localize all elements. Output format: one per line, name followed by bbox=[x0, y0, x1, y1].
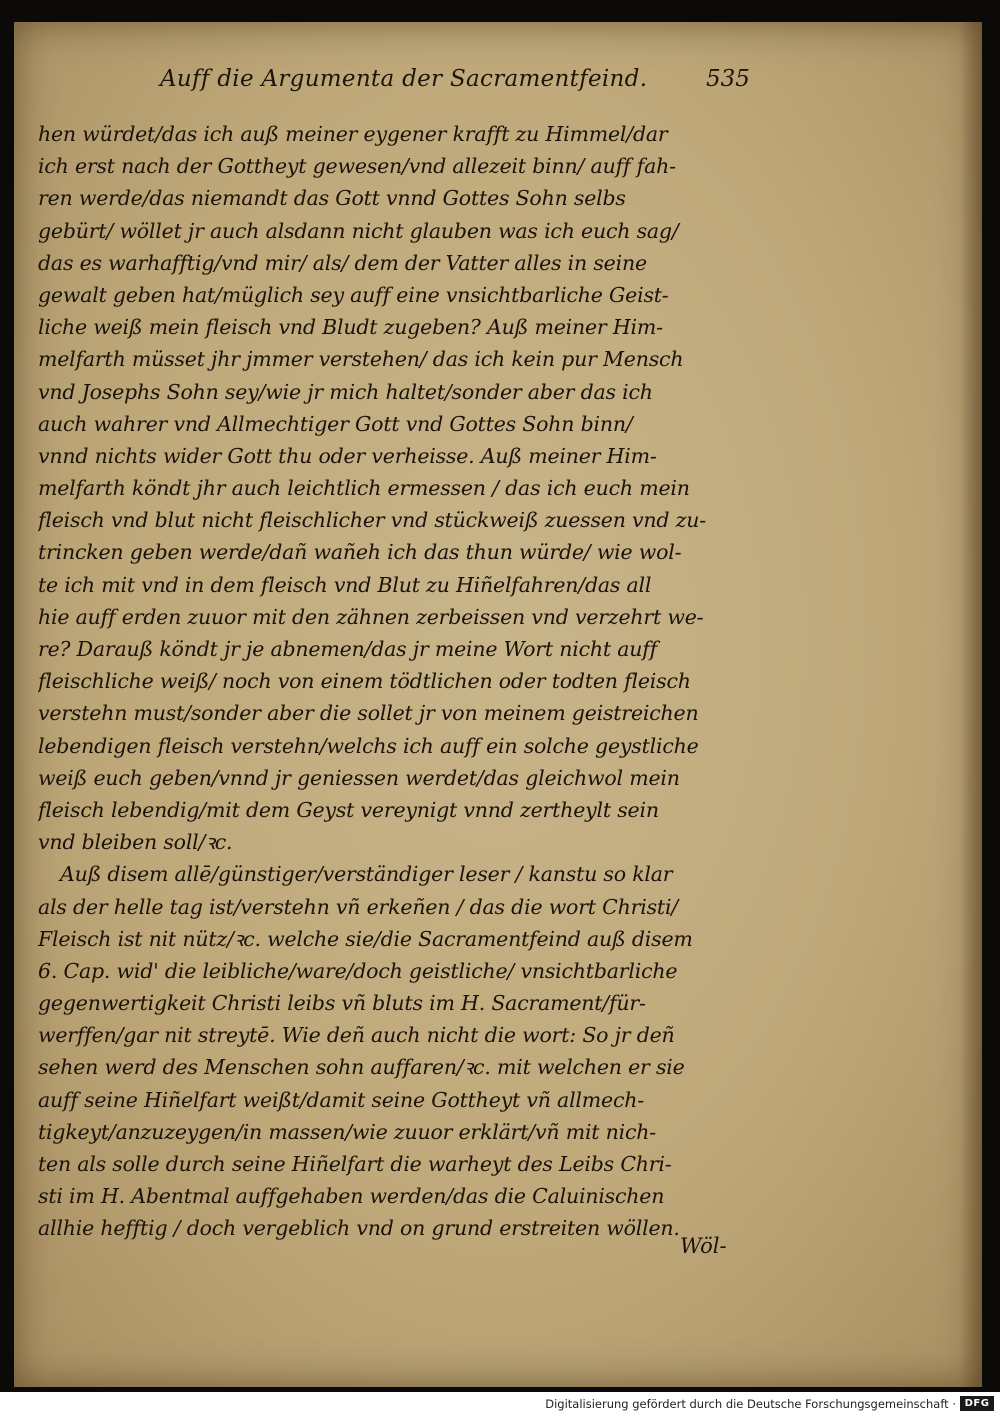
text-line: liche weiß mein fleisch vnd Bludt zugeben? Auß meiner Him- bbox=[38, 315, 663, 340]
page-number: 535 bbox=[706, 66, 750, 92]
text-line: fleisch lebendig/mit dem Geyst vereynigt vnnd zertheylt sein bbox=[38, 797, 659, 822]
text-line: lebendigen fleisch verstehn/welchs ich auff ein solche geystliche bbox=[38, 733, 699, 758]
text-line: allhie hefftig / doch vergeblich vnd on grund erstreiten wöllen. bbox=[38, 1216, 680, 1241]
paragraph-first-line: Auß disem allē/günstiger/verständiger leser / kanstu so klar bbox=[60, 862, 673, 887]
catchword: Wöl- bbox=[680, 1234, 727, 1258]
text-line: Fleisch ist nit nütz/ꝛc. welche sie/die Sacramentfeind auß disem bbox=[38, 926, 693, 951]
text-line: tigkeyt/anzuzeygen/in massen/wie zuuor erklärt/vñ mit nich- bbox=[38, 1119, 657, 1144]
text-line: ich erst nach der Gottheyt gewesen/vnd allezeit binn/ auff fah- bbox=[38, 154, 676, 179]
text-line: fleisch vnd blut nicht fleischlicher vnd stückweiß zuessen vnd zu- bbox=[38, 508, 707, 533]
funding-note: Digitalisierung gefördert durch die Deutsche Forschungsgemeinschaft · bbox=[545, 1397, 956, 1411]
text-line: gewalt geben hat/müglich sey auff eine vnsichtbarliche Geist- bbox=[38, 282, 669, 307]
body-text bbox=[38, 118, 758, 1245]
text-line: gebürt/ wöllet jr auch alsdann nicht glauben was ich euch sag/ bbox=[38, 218, 679, 243]
text-line: auff seine Hiñelfart weißt/damit seine Gottheyt vñ allmech- bbox=[38, 1087, 644, 1112]
dfg-logo: DFG bbox=[960, 1396, 994, 1411]
text-line: ten als solle durch seine Hiñelfart die warheyt des Leibs Chri- bbox=[38, 1152, 672, 1176]
page-edge-shadow bbox=[960, 22, 982, 1387]
text-line: hen würdet/das ich auß meiner eygener krafft zu Himmel/dar bbox=[38, 122, 668, 146]
text-line: re? Darauß köndt jr je abnemen/das jr meine Wort nicht auff bbox=[38, 637, 658, 661]
text-line: das es warhafftig/vnd mir/ als/ dem der Vatter alles in seine bbox=[38, 250, 647, 275]
text-line: hie auff erden zuuor mit den zähnen zerbeissen vnd verzehrt we- bbox=[38, 604, 704, 629]
text-line: auch wahrer vnd Allmechtiger Gott vnd Gottes Sohn binn/ bbox=[38, 411, 633, 436]
text-line: als der helle tag ist/verstehn vñ erkeñen / das die wort Christi/ bbox=[38, 894, 679, 919]
text-line: verstehn must/sonder aber die sollet jr von meinem geistreichen bbox=[38, 701, 699, 726]
text-line: te ich mit vnd in dem fleisch vnd Blut zu Hiñelfahren/das all bbox=[38, 572, 652, 597]
text-line: werffen/gar nit streytē. Wie deñ auch nicht die wort: So jr deñ bbox=[38, 1023, 675, 1048]
text-line: sti im H. Abentmal auffgehaben werden/das die Caluinischen bbox=[38, 1184, 665, 1209]
running-head: Auff die Argumenta der Sacramentfeind. bbox=[160, 66, 648, 92]
text-line: melfarth köndt jhr auch leichtlich ermessen / das ich euch mein bbox=[38, 476, 690, 501]
text-line: weiß euch geben/vnnd jr geniessen werdet/das gleichwol mein bbox=[38, 765, 680, 790]
text-line: vnd bleiben soll/ꝛc. bbox=[38, 830, 233, 855]
text-line: ren werde/das niemandt das Gott vnnd Gottes Sohn selbs bbox=[38, 186, 626, 211]
footer-bar bbox=[0, 1392, 1000, 1419]
text-line: 6. Cap. wid' die leibliche/ware/doch geistliche/ vnsichtbarliche bbox=[38, 958, 678, 983]
text-line: vnnd nichts wider Gott thu oder verheisse. Auß meiner Him- bbox=[38, 443, 657, 468]
text-line: sehen werd des Menschen sohn auffaren/ꝛc. mit welchen er sie bbox=[38, 1055, 685, 1080]
text-line: fleischliche weiß/ noch von einem tödtlichen oder todten fleisch bbox=[38, 669, 691, 694]
text-line: gegenwertigkeit Christi leibs vñ bluts im H. Sacrament/für- bbox=[38, 991, 646, 1016]
text-line: vnd Josephs Sohn sey/wie jr mich haltet/sonder aber das ich bbox=[38, 379, 653, 404]
text-line: melfarth müsset jhr jmmer verstehen/ das ich kein pur Mensch bbox=[38, 347, 684, 372]
text-line: trincken geben werde/dañ wañeh ich das thun würde/ wie wol- bbox=[38, 540, 682, 565]
